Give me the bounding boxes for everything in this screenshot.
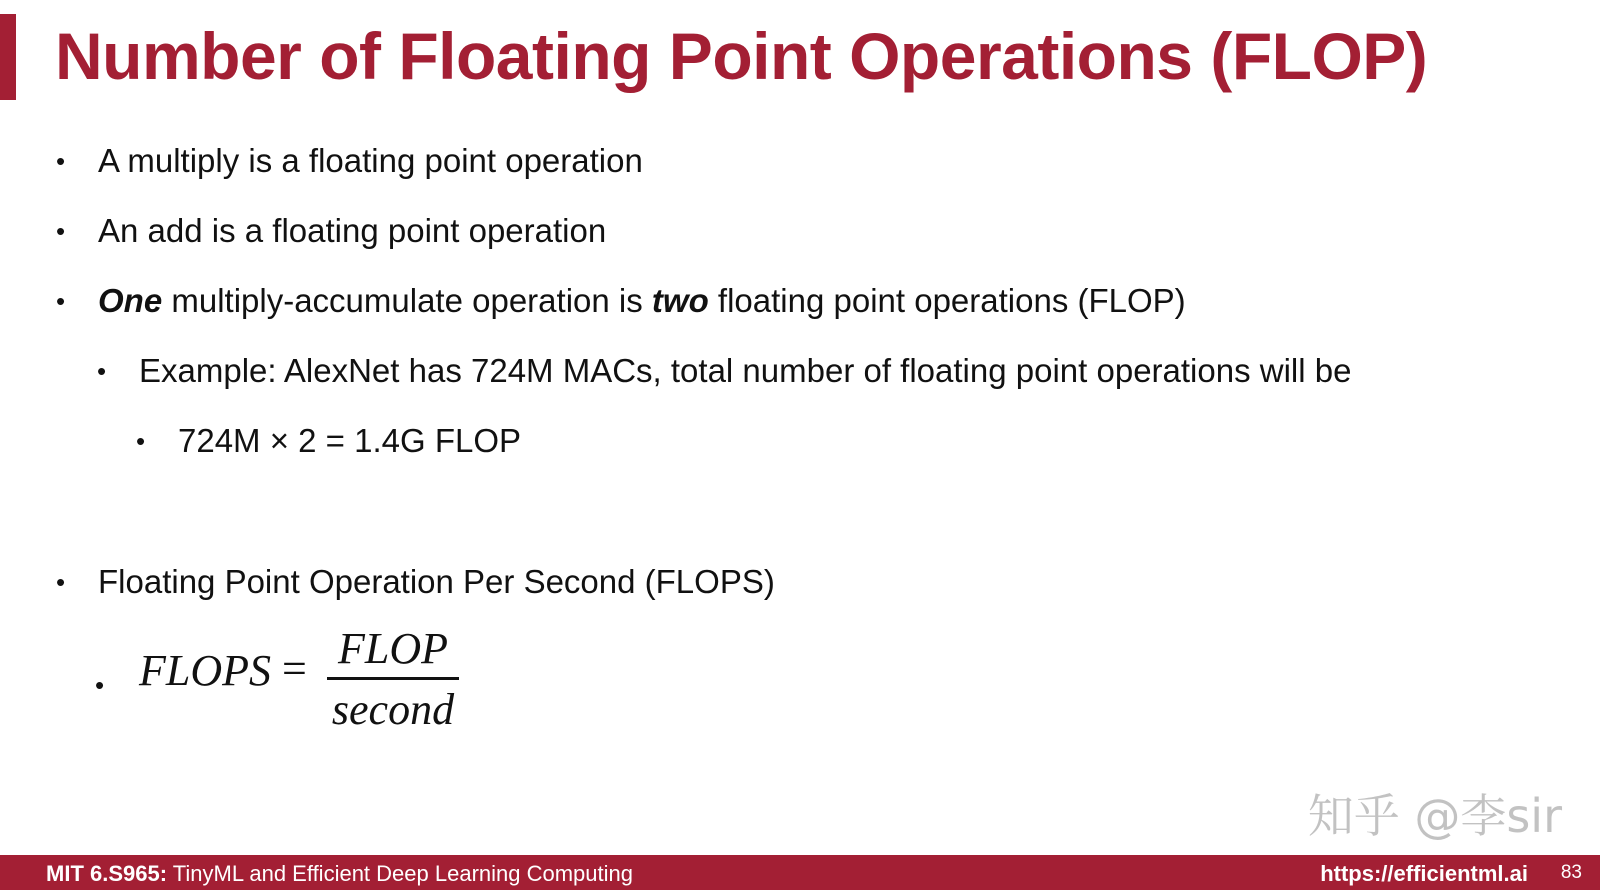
formula-bullet-dot: • <box>95 670 105 700</box>
formula-numerator: FLOP <box>338 624 448 673</box>
slide-title: Number of Floating Point Operations (FLOP) <box>55 19 1428 93</box>
bullet-text: An add is a floating point operation <box>98 212 607 249</box>
bullet-dot: • <box>56 286 66 316</box>
bullet-text: 724M × 2 = 1.4G FLOP <box>178 422 522 459</box>
bullet-mac <box>56 282 1186 320</box>
bullet-text: Floating Point Operation Per Second (FLOPS) <box>98 563 775 600</box>
bullet-dot: • <box>97 356 107 386</box>
bullet-text: Example: AlexNet has 724M MACs, total number of floating point operations will be <box>139 352 1352 389</box>
emphasis-one: One <box>98 282 163 319</box>
bullet-alexnet-example <box>97 352 1352 390</box>
footer-course-name: TinyML and Efficient Deep Learning Computing <box>167 861 633 886</box>
footer-course <box>46 861 633 887</box>
bullet-flops-definition <box>56 563 775 601</box>
formula-fraction <box>327 625 459 734</box>
bullet-dot: • <box>56 216 66 246</box>
emphasis-two: two <box>651 282 709 319</box>
title-accent-bar <box>0 14 16 100</box>
bullet-text: A multiply is a floating point operation <box>98 142 643 179</box>
bullet-dot: • <box>56 567 66 597</box>
bullet-flop-calculation <box>136 422 522 460</box>
formula-lhs: FLOPS <box>139 646 271 695</box>
zhihu-watermark: 知乎 @李sir <box>1307 789 1562 843</box>
formula-equals: = <box>282 644 307 693</box>
footer-course-code: MIT 6.S965: <box>46 861 168 886</box>
formula-denominator: second <box>331 685 455 734</box>
page-number: 83 <box>1560 862 1582 883</box>
footer-bar <box>0 855 1600 890</box>
bullet-dot: • <box>136 426 146 456</box>
bullet-multiply <box>56 142 643 180</box>
bullet-dot: • <box>56 146 66 176</box>
footer-url-link[interactable]: https://efficientml.ai <box>1320 861 1528 886</box>
fraction-bar <box>327 677 459 680</box>
bullet-text-mid: multiply-accumulate operation is <box>162 282 652 319</box>
bullet-add <box>56 212 607 250</box>
bullet-text-tail: floating point operations (FLOP) <box>708 282 1186 319</box>
